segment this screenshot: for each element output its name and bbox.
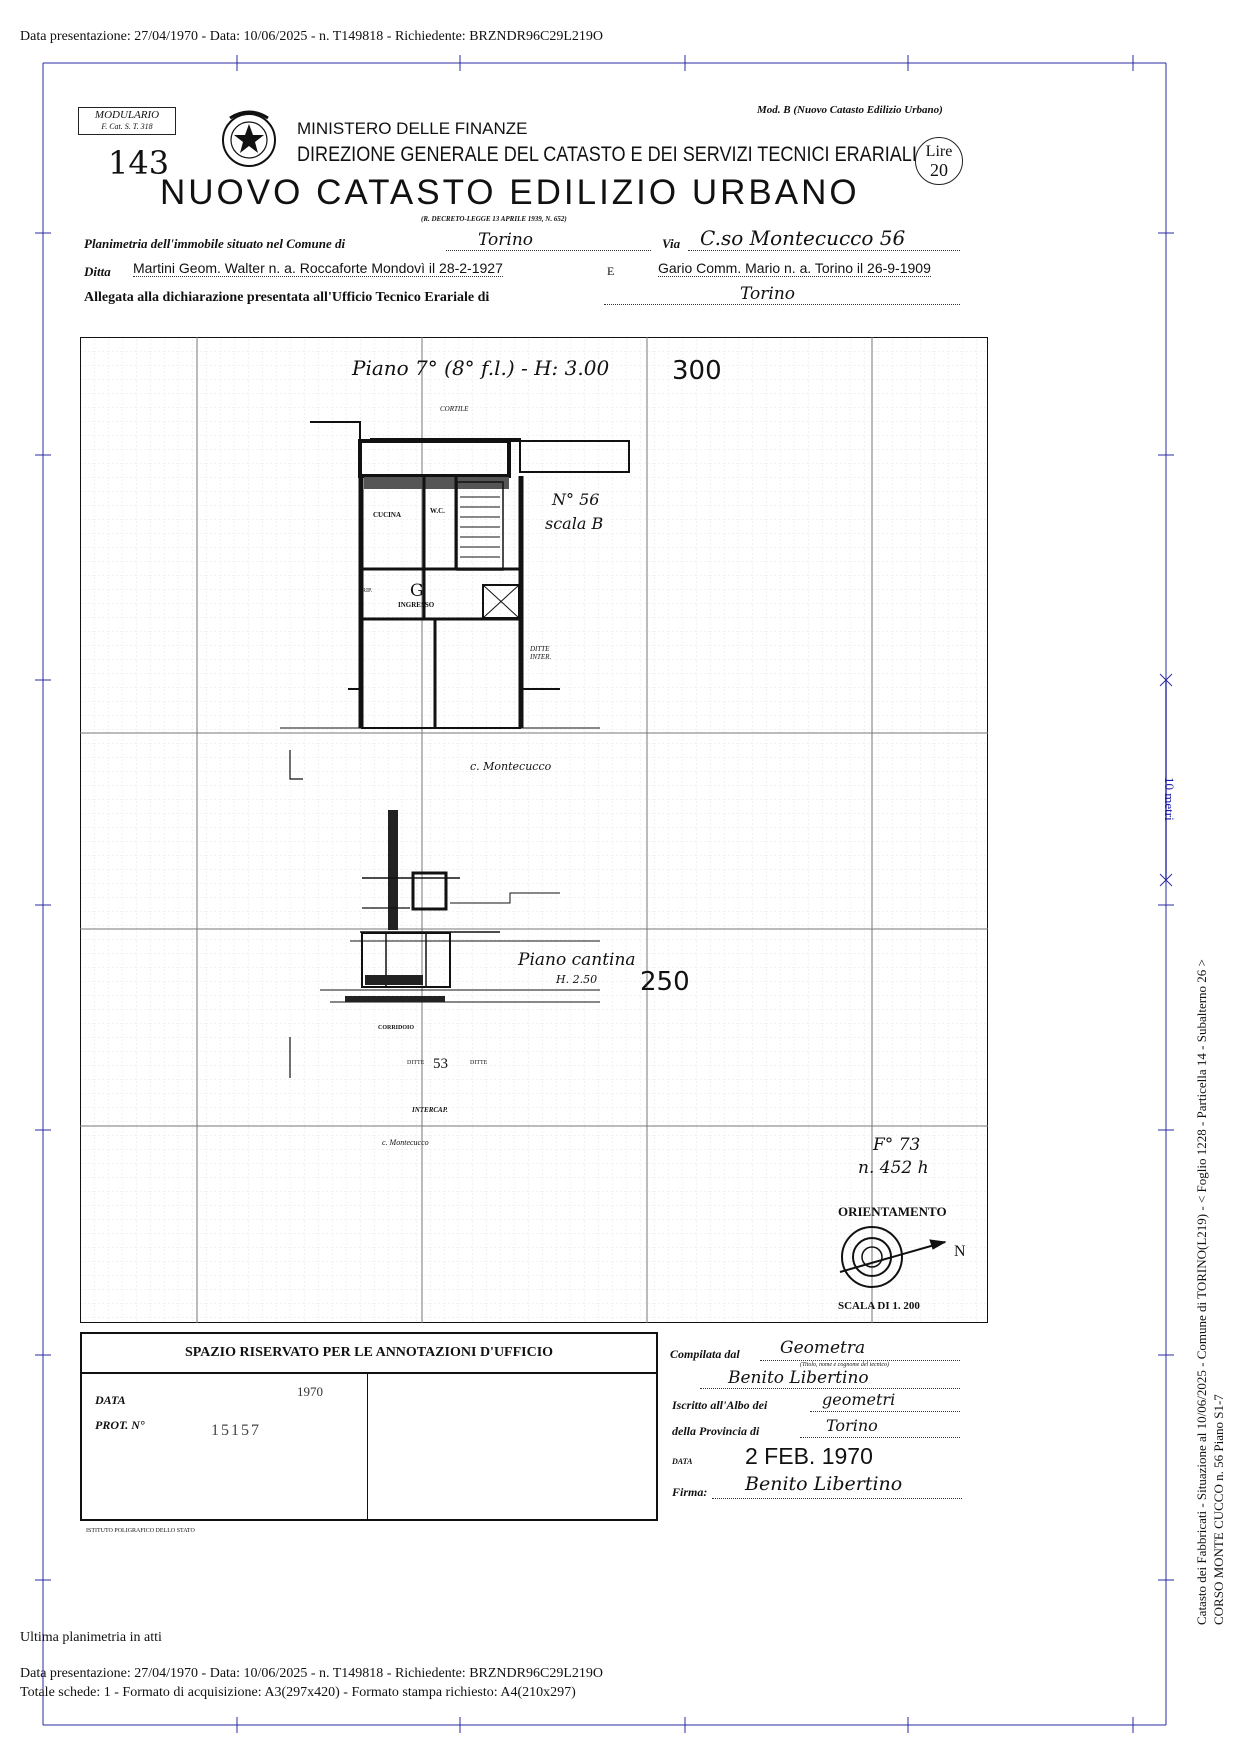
provincia-value: Torino bbox=[826, 1416, 878, 1435]
ditta-value-2: Gario Comm. Mario n. a. Torino il 26-9-1909 bbox=[658, 260, 931, 276]
cantina-label: Piano cantina bbox=[518, 950, 636, 970]
cantina-h: H. 2.50 bbox=[556, 973, 598, 986]
footer-format-line: Totale schede: 1 - Formato di acquisizione: A3(297x420) - Formato stampa richiesto: A4(210x297) bbox=[20, 1685, 576, 1700]
annot-data-value: 1970 bbox=[297, 1384, 323, 1399]
cantina-height: 250 bbox=[640, 967, 690, 997]
cortile-label: CORTILE bbox=[440, 405, 469, 413]
ditte-right: DITTE bbox=[470, 1060, 488, 1066]
scale-10-metri: 10 metri bbox=[1162, 777, 1177, 821]
lire-label: Lire bbox=[925, 143, 953, 160]
planimetria-label: Planimetria dell'immobile situato nel Comune di bbox=[84, 236, 346, 251]
annot-data-label: DATA bbox=[95, 1393, 126, 1407]
printer-credit: ISTITUTO POLIGRAFICO DELLO STATO bbox=[86, 1528, 195, 1534]
mod-b-label: Mod. B (Nuovo Catasto Edilizio Urbano) bbox=[757, 104, 943, 116]
allegata-label: Allegata alla dichiarazione presentata all'Ufficio Tecnico Erariale di bbox=[84, 290, 490, 305]
annot-prot-label: PROT. N° bbox=[95, 1418, 145, 1432]
side-line-2: CORSO MONTE CUCCO n. 56 Piano S1-7 bbox=[1211, 1394, 1226, 1625]
piano-label: Piano 7° (8° f.l.) - H: 3.00 bbox=[352, 356, 610, 380]
header-presentation-line: Data presentazione: 27/04/1970 - Data: 10/06/2025 - n. T149818 - Richiedente: BRZNDR96C29L219O bbox=[20, 29, 603, 44]
modulario-label: MODULARIO bbox=[94, 109, 160, 121]
lire-value: 20 bbox=[930, 160, 948, 180]
iscritto-label: Iscritto all'Albo dei bbox=[672, 1398, 768, 1412]
room-letter: G bbox=[410, 581, 424, 601]
room-cucina: CUCINA bbox=[373, 511, 401, 519]
piano-height: 300 bbox=[672, 356, 722, 386]
room-ingresso: INGRESSO bbox=[398, 601, 435, 609]
floor-plan-drawing bbox=[80, 337, 988, 1323]
modulario-stamp bbox=[78, 107, 176, 135]
lire-stamp bbox=[915, 137, 963, 185]
ditte-left: DITTE bbox=[407, 1060, 425, 1066]
scala-label: scala B bbox=[545, 514, 604, 533]
footer-presentation-line: Data presentazione: 27/04/1970 - Data: 10/06/2025 - n. T149818 - Richiedente: BRZNDR96C29L219O bbox=[20, 1666, 603, 1681]
ultima-planimetria: Ultima planimetria in atti bbox=[20, 1630, 162, 1645]
civic-number: N° 56 bbox=[552, 490, 600, 509]
annotations-box bbox=[80, 1332, 658, 1521]
intercapedine-label: INTERCAP. bbox=[412, 1106, 448, 1114]
firma-label: Firma: bbox=[672, 1485, 708, 1499]
side-line-1: Catasto dei Fabbricati - Situazione al 10/06/2025 - Comune di TORINO(L219) - < Foglio 1228 - Particella 14 - Subalterno 26 > bbox=[1194, 959, 1209, 1625]
compiler-name: Benito Libertino bbox=[728, 1368, 869, 1388]
foglio-label: F° 73 bbox=[873, 1135, 921, 1155]
via-value: C.so Montecucco 56 bbox=[700, 226, 906, 250]
street-label-upper: c. Montecucco bbox=[470, 760, 552, 773]
compiler-data-label: DATA bbox=[672, 1457, 693, 1466]
orientamento-label: ORIENTAMENTO bbox=[838, 1204, 947, 1219]
cantina-number: 53 bbox=[433, 1056, 448, 1072]
room-wc: W.C. bbox=[430, 507, 445, 515]
numero-label: n. 452 h bbox=[858, 1158, 929, 1178]
comune-value: Torino bbox=[478, 230, 534, 250]
street-label-lower: c. Montecucco bbox=[382, 1138, 429, 1147]
state-emblem-icon bbox=[216, 104, 282, 174]
iscritto-value: geometri bbox=[822, 1390, 896, 1409]
ufficio-value: Torino bbox=[740, 284, 796, 304]
ditte-inter-label: DITTE INTER. bbox=[530, 645, 552, 661]
decree-line: (R. DECRETO-LEGGE 13 APRILE 1939, N. 652) bbox=[421, 215, 567, 223]
compilata-label: Compilata dal bbox=[670, 1347, 740, 1361]
provincia-label: della Provincia di bbox=[672, 1424, 760, 1438]
room-rip: RIP. bbox=[362, 588, 373, 594]
direction-title: DIREZIONE GENERALE DEL CATASTO E DEI SERVIZI TECNICI ERARIALI bbox=[297, 143, 917, 166]
compilata-value: Geometra bbox=[780, 1338, 866, 1358]
ditta-value: Martini Geom. Walter n. a. Roccaforte Mondovì il 28-2-1927 bbox=[133, 260, 503, 276]
north-label: N bbox=[954, 1243, 966, 1260]
side-info bbox=[1193, 65, 1227, 1625]
form-number: 143 bbox=[108, 144, 170, 182]
modulario-code: F. Cat. S. T. 318 bbox=[101, 122, 153, 131]
via-label: Via bbox=[662, 236, 681, 251]
scale-label: SCALA DI 1. 200 bbox=[838, 1300, 920, 1312]
ditta-label: Ditta bbox=[84, 264, 111, 279]
signature: Benito Libertino bbox=[745, 1473, 903, 1495]
ministry-title: MINISTERO DELLE FINANZE bbox=[297, 119, 528, 138]
compiler-data-value: 2 FEB. 1970 bbox=[745, 1443, 873, 1469]
registry-title: NUOVO CATASTO EDILIZIO URBANO bbox=[160, 173, 860, 212]
annotations-heading: SPAZIO RISERVATO PER LE ANNOTAZIONI D'UFFICIO bbox=[82, 1334, 656, 1374]
annot-prot-value: 15157 bbox=[211, 1422, 261, 1439]
corridoio-label: CORRIDOIO bbox=[378, 1025, 415, 1031]
ditta-conjunction: E bbox=[607, 264, 615, 278]
compilata-note: (Titolo, nome e cognome del tecnico) bbox=[800, 1362, 889, 1368]
